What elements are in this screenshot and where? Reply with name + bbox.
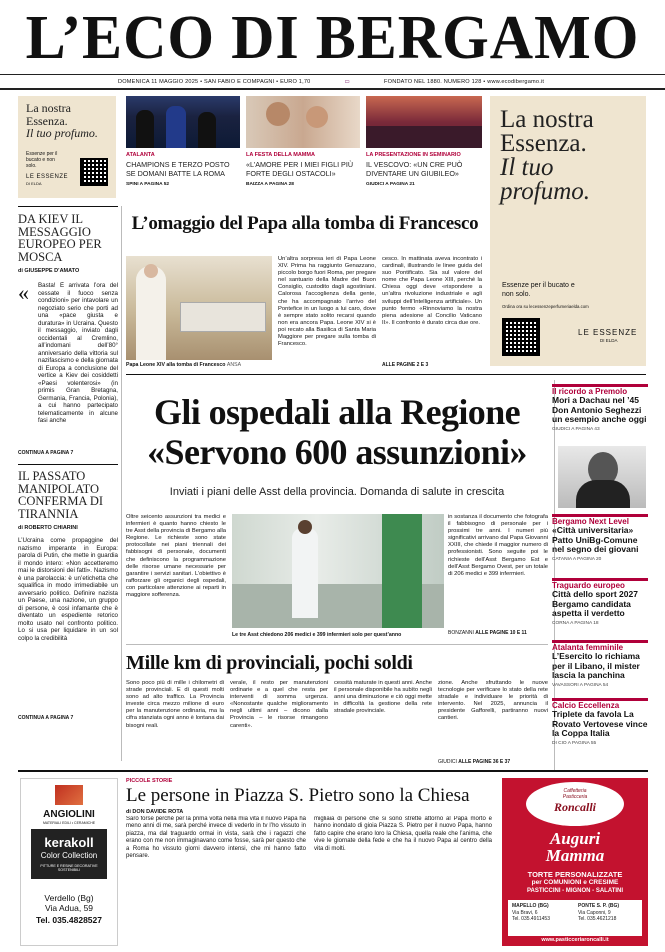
right-kicker: Il ricordo a Premolo bbox=[552, 387, 628, 396]
byline: di GIUSEPPE D’AMATO bbox=[18, 268, 80, 274]
pope-headline[interactable]: L’omaggio del Papa alla tomba di Francesco bbox=[131, 213, 479, 234]
ad-line: La nostra bbox=[500, 106, 594, 133]
right-page: VAVASSORI A PAGINA 54 bbox=[552, 682, 609, 688]
caption-text: Papa Leone XIV alla tomba di Francesco bbox=[126, 362, 226, 368]
divider bbox=[18, 770, 648, 772]
caption-credit: ANSA bbox=[226, 362, 242, 368]
ad-phone: Tel. 035.4621218 bbox=[578, 916, 617, 922]
ad-line: profumo. bbox=[500, 178, 591, 205]
opinion-title-2[interactable]: IL PASSATO MANIPOLATO CONFERMA DI TIRANNIA bbox=[18, 469, 104, 521]
ad-location: MAPELLO (BG) bbox=[512, 903, 549, 909]
qr-code-icon bbox=[502, 318, 540, 356]
main-pages[interactable] bbox=[448, 630, 527, 636]
ad-address bbox=[21, 893, 117, 925]
right-kicker: Bergamo Next Level bbox=[552, 517, 629, 526]
main-headline[interactable] bbox=[126, 392, 548, 472]
ad-address-line: Via Bravi, 6 bbox=[512, 909, 538, 916]
right-item-1[interactable] bbox=[552, 384, 648, 432]
right-kicker: Calcio Eccellenza bbox=[552, 701, 620, 710]
ad-angiolini[interactable] bbox=[20, 778, 118, 946]
roncalli-logo bbox=[526, 782, 624, 826]
right-text: L’Esercito lo richiama per il Libano, il mister lascia la panchina bbox=[552, 651, 640, 680]
opinion-title-1[interactable]: DA KIEV IL MESSAGGIO EUROPEO PER MOSCA bbox=[18, 212, 102, 264]
ad-roncalli[interactable] bbox=[502, 778, 648, 946]
continue-link[interactable]: CONTINUA A PAGINA 7 bbox=[18, 450, 74, 456]
ad-website[interactable]: www.pasticceriaroncalli.it bbox=[541, 937, 609, 943]
masthead: L’ECO DI BERGAMO bbox=[25, 2, 640, 72]
km-body-col1: Sono poco più di mille i chilometri di strade provinciali. E di questi molti sono ad alto traffico. La Provincia investe circa mezzo milione di euro per la manutenzione ordinaria, ma la cifra stanziata ogni anno è lontana dai bisogni reali. bbox=[126, 680, 224, 729]
angiolini-logo-icon bbox=[55, 785, 83, 805]
seghezzi-photo bbox=[558, 446, 646, 508]
ad-line: La nostra bbox=[26, 101, 71, 115]
ad-line: Auguri bbox=[549, 829, 601, 848]
right-kicker: Traguardo europeo bbox=[552, 581, 625, 590]
teaser-page: BAIZZA A PAGINA 28 bbox=[246, 182, 294, 187]
teaser-page: GIUDICI A PAGINA 21 bbox=[366, 182, 415, 187]
ad-line: Il tuo bbox=[500, 154, 554, 181]
divider bbox=[0, 88, 665, 90]
ad-line: Caffetteria bbox=[563, 788, 587, 794]
opinion-body-1: Basta! È arrivata l’ora del cessate il fuoco senza condizioni» per intavolare un negoziato serio che porti ad una «pace giusta e duratura» in Ucraina. Questo il messaggio, inviato dagli occidentali al Cremlino, all’indomani dell’80° anniversario della vittoria sul nazifascismo e della giornata di Europa a conclusione del vertice a Kiev dei cosiddetti «Paesi volenterosi» (in primis Gran Bretagna, Germania, Francia, Polonia), a cui hanno partecipato telematicamente in alcune fasi anche bbox=[38, 282, 118, 424]
kerakoll-box bbox=[31, 829, 107, 879]
km-pages[interactable] bbox=[438, 759, 510, 765]
right-item-5[interactable] bbox=[552, 698, 648, 746]
auguri-text bbox=[502, 830, 648, 864]
right-text: Triplete da favola La Rovato Vertovese vince la Coppa Italia bbox=[552, 709, 648, 738]
ad-brand: ANGIOLINI bbox=[43, 809, 95, 820]
teaser-text: IL VESCOVO: «UN CRE PUÒ DIVENTARE UN GIUBILEO» bbox=[366, 160, 463, 178]
hospital-caption: Le tre Asst chiedono 206 medici e 399 infermieri solo per quest’anno bbox=[232, 632, 402, 638]
divider bbox=[121, 206, 122, 761]
right-page: CORNA A PAGINA 18 bbox=[552, 620, 599, 626]
bottom-kicker: PICCOLE STORIE bbox=[126, 778, 173, 784]
pope-caption bbox=[126, 362, 272, 368]
right-page: GIUDICI A PAGINA 43 bbox=[552, 426, 600, 432]
divider bbox=[18, 464, 118, 465]
teaser-atalanta[interactable] bbox=[126, 152, 240, 187]
teaser-kicker: LA FESTA DELLA MAMMA bbox=[246, 152, 315, 158]
teaser-text: «L’AMORE PER I MIEI FIGLI PIÙ FORTE DEGLI OSTACOLI» bbox=[246, 160, 354, 178]
pope-photo bbox=[126, 256, 272, 360]
ad-line: PASTICCINI - MIGNON - SALATINI bbox=[526, 888, 624, 894]
ad-small-text-2: Ordina ora su lecessenzeperfumeriaelda.com bbox=[502, 304, 589, 309]
opinion-body-1-wrap bbox=[18, 282, 118, 448]
byline: di DON DAVIDE ROTA bbox=[126, 809, 184, 815]
km-body-col4: zione. Anche sfruttando le nuove tecnologie per verificare lo stato della rete stradale e individuare le priorità di intervento. Nel 2025, annuncia il presidente Gafforelli, partiranno nuovi cantieri. bbox=[438, 680, 548, 722]
opinion-body-2: L’Ucraina come propaggine del nazismo imperante in Europa: parola di Putin, che mette in guardia il mondo intero: «Non accetteremo mai le distorsioni dei fatti». Nazismo è una parolaccia: è un’etichetta che squalifica in modo irrimediabile un avversario politico. Definire nazista un Paese, una nazione, un gruppo di persone, è così infamante che è diventato un espediente retorico molto usato nel confronto politico. Lo si usa per liquidare in un sol colpo la credibilità bbox=[18, 537, 118, 642]
ad-line: TORTE PERSONALIZZATE bbox=[527, 870, 623, 879]
ad-brand-sub: DI ELDA bbox=[26, 181, 42, 186]
divider bbox=[126, 374, 646, 375]
right-text: Città dello sport 2027 Bergamo candidata aspetta il verdetto bbox=[552, 589, 638, 618]
teasers bbox=[126, 96, 482, 198]
ad-brand-2-sub: Color Collection bbox=[40, 851, 98, 860]
left-column bbox=[18, 206, 118, 766]
pages-ref: ALLE PAGINE 10 E 11 bbox=[475, 630, 527, 636]
teaser-photo-mamma bbox=[246, 96, 360, 148]
teaser-page: SPINI A PAGINA 52 bbox=[126, 182, 170, 187]
ad-essenze-large[interactable] bbox=[490, 96, 646, 366]
byline: BONZANNI bbox=[448, 630, 474, 636]
km-headline[interactable]: Mille km di provinciali, pochi soldi bbox=[126, 652, 413, 674]
km-body-col3: cessità maturate in questi anni. Anche il personale disponibile ha subìto negli anni una diminuzione e ciò oggi mette in difficoltà la gestione della rete stradale provinciale. bbox=[334, 680, 432, 715]
ad-line: per COMUNIONI e CRESIME bbox=[531, 879, 619, 886]
ad-address-line: Via Caponni, 9 bbox=[578, 909, 611, 916]
pope-story bbox=[126, 214, 484, 234]
bottom-headline[interactable]: Le persone in Piazza S. Pietro sono la Chiesa bbox=[126, 785, 470, 806]
ad-essenze-small[interactable] bbox=[18, 96, 116, 198]
teaser-photo-atalanta bbox=[126, 96, 240, 148]
dateline: DOMENICA 11 MAGGIO 2025 • SAN FABIO E COMPAGNI • EURO 1,70 ▭ FONDATO NEL 1880. NUMERO 128 • www.ecodibergamo.it bbox=[118, 79, 545, 85]
ad-addresses bbox=[508, 900, 642, 936]
right-text: «Città universitaria» Patto UniBg-Comune nel segno dei giovani bbox=[552, 525, 639, 554]
pope-pages[interactable]: ALLE PAGINE 2 E 3 bbox=[382, 362, 429, 368]
ad-brand-sub: MATERIALI EDILI • CERAMICHE bbox=[42, 821, 96, 825]
continue-link[interactable]: CONTINUA A PAGINA 7 bbox=[18, 715, 74, 721]
ad-address-line: Verdello (Bg) bbox=[44, 893, 94, 903]
bottom-body-col1: Sarò forse perché per la prima volta nella mia vita il nuovo Papa ha meno anni di me, sarà perché invece di vederlo in tv l’ho vissuto in piazza, ma dal traguardo ormai in vista, sarà che i ragazzi che erano con me non immaginavano come fosse, sarà per questo che a Roma ho vissuto giorni davvero intensi, che mi hanno fatto pensare. bbox=[126, 816, 306, 860]
byline: di ROBERTO CHIARINI bbox=[18, 525, 78, 531]
divider bbox=[18, 206, 118, 207]
ad-line: Pasticceria bbox=[562, 794, 588, 800]
ad-brand-2: kerakoll bbox=[44, 835, 94, 850]
teaser-text: CHAMPIONS E TERZO POSTO SE DOMANI BATTE LA ROMA bbox=[126, 160, 230, 178]
qr-code-icon bbox=[80, 158, 108, 186]
dateline-right: FONDATO NEL 1880. NUMERO 128 • www.ecodibergamo.it bbox=[384, 79, 545, 85]
main-subhead: Inviati i piani delle Asst della provincia. Domanda di salute in crescita bbox=[169, 486, 505, 498]
ad-phone: Tel. 035.4911453 bbox=[512, 916, 550, 922]
ad-location: PONTE S. P. (BG) bbox=[578, 903, 620, 909]
km-body-col2: verale, il resto per manutenzioni ordinarie e a quel che resta per interventi di somma urgenza. «Nonostante qualche miglioramento negli ultimi anni – dicono dalla Provincia – le risorse rimangono carenti». bbox=[230, 680, 328, 729]
divider bbox=[0, 74, 665, 75]
ad-line: Essenza. bbox=[26, 113, 68, 128]
pope-body-col1: Un’altra sorpresa ieri di Papa Leone XIV. Prima ha raggiunto Genazzano, piccolo borgo fuori Roma, per pregare nel santuario della Madre del Buon Consiglio, custodito dagli agostiniani. Calorosa l’accoglienza della gente, che ha accompagnato l’arrivo del Pontefice in un luogo a lui caro, dove è sempre stato solito recarsi quando non era ancora Papa. Leone XIV si è poi recato alla Basilica di Santa Maria Maggiore per pregare sulla tomba di Francesco. bbox=[278, 256, 376, 348]
pages-ref: ALLE PAGINE 36 E 37 bbox=[458, 759, 511, 765]
divider bbox=[126, 644, 548, 645]
ad-address-line: Via Adua, 59 bbox=[44, 903, 94, 913]
dateline-left: DOMENICA 11 MAGGIO 2025 • SAN FABIO E COMPAGNI • EURO 1,70 bbox=[118, 79, 311, 85]
quote-icon: « bbox=[18, 280, 29, 305]
teaser-kicker: LA PRESENTAZIONE IN SEMINARIO bbox=[366, 152, 461, 158]
byline: GIUDICI bbox=[438, 759, 457, 765]
headline-line: Gli ospedali alla Regione bbox=[153, 392, 521, 432]
ad-phone: Tel. 035.4828527 bbox=[35, 915, 102, 925]
ad-brand: LE ESSENZE bbox=[578, 328, 638, 337]
ad-small-text: Essenze per il bucato e non solo. bbox=[26, 151, 58, 169]
bottom-body-col2: migliaia di persone che si sono strette attorno al Papa morto e hanno inondato di gioia Piazza S. Pietro per il nuovo Papa, hanno fatto capire che erano loro la Chiesa, quella reale che l’anima, che vive le giornate della fede e che ha il nuovo Papa al centro della vita di molti. bbox=[314, 816, 492, 852]
right-page: DI CIO A PAGINA 55 bbox=[552, 740, 597, 746]
ad-brand: Roncalli bbox=[553, 800, 596, 814]
right-text: Mori a Dachau nel ’45 Don Antonio Seghezzi un esempio anche oggi bbox=[552, 395, 647, 424]
pope-body-col2: cesco. In mattinata aveva incontrato i cardinali, illustrando le linee guida del suo Pontificato. Sia sul valore del nome che Papa Leone XIII, perché la Chiesa oggi deve «rispondere a un’altra rivoluzione industriale e agli sviluppi dell’Intelligenza artificiale». Un punto fermo «Rinnoviamo la nostra piena adesione al Concilio Vaticano II». Il confronto è durato circa due ore. bbox=[382, 256, 482, 326]
right-item-2[interactable] bbox=[552, 514, 648, 562]
ad-small-text: Essenze per il bucato e non solo. bbox=[502, 282, 575, 298]
bottom-story bbox=[126, 778, 496, 815]
headline-line: «Servono 600 assunzioni» bbox=[147, 432, 527, 472]
right-kicker: Atalanta femminile bbox=[552, 643, 624, 652]
right-item-4[interactable] bbox=[552, 640, 648, 688]
ad-brand: LE ESSENZE bbox=[26, 174, 69, 180]
right-page: CATANIA A PAGINA 20 bbox=[552, 556, 602, 562]
ad-line: Essenza. bbox=[500, 130, 587, 157]
teaser-mamma[interactable] bbox=[246, 152, 360, 187]
hospital-photo bbox=[232, 514, 444, 628]
teaser-kicker: ATALANTA bbox=[126, 152, 155, 158]
ad-line: Il tuo profumo. bbox=[26, 126, 98, 140]
right-item-3[interactable] bbox=[552, 578, 648, 626]
ad-brand-sub: DI ELDA bbox=[600, 338, 618, 343]
teaser-seminario[interactable] bbox=[366, 152, 482, 187]
main-body-col1: Oltre seicento assunzioni tra medici e infermieri è quanto hanno chiesto le tre Asst della provincia di Bergamo alla Regione. Le richieste sono state protocollate nei piani triennali dei fabbisogni di personale, documenti che definiscono la programmazione delle risorse umane necessarie per garantire i servizi sanitari. L’obiettivo è rafforzare gli organici degli ospedali, con particolare attenzione ai reparti in maggiore sofferenza. bbox=[126, 514, 226, 599]
ad-line: Mamma bbox=[545, 846, 605, 865]
ad-brand-2-sub2: PITTURE E RESINE DECORATIVE SOSTENIBILI bbox=[40, 864, 98, 872]
teaser-photo-seminario bbox=[366, 96, 482, 148]
main-body-col2: in sostanza il documento che fotografa il fabbisogno di personale per i prossimi tre anni. I numeri più significativi arrivano dal Papa Giovanni XXIII, che chiede il maggior numero di professionisti. Sono seguite poi le richieste dell’Asst Bergamo Est e dell’Asst Bergamo Ovest, per un totale di 206 medici e 399 infermieri. bbox=[448, 514, 548, 577]
